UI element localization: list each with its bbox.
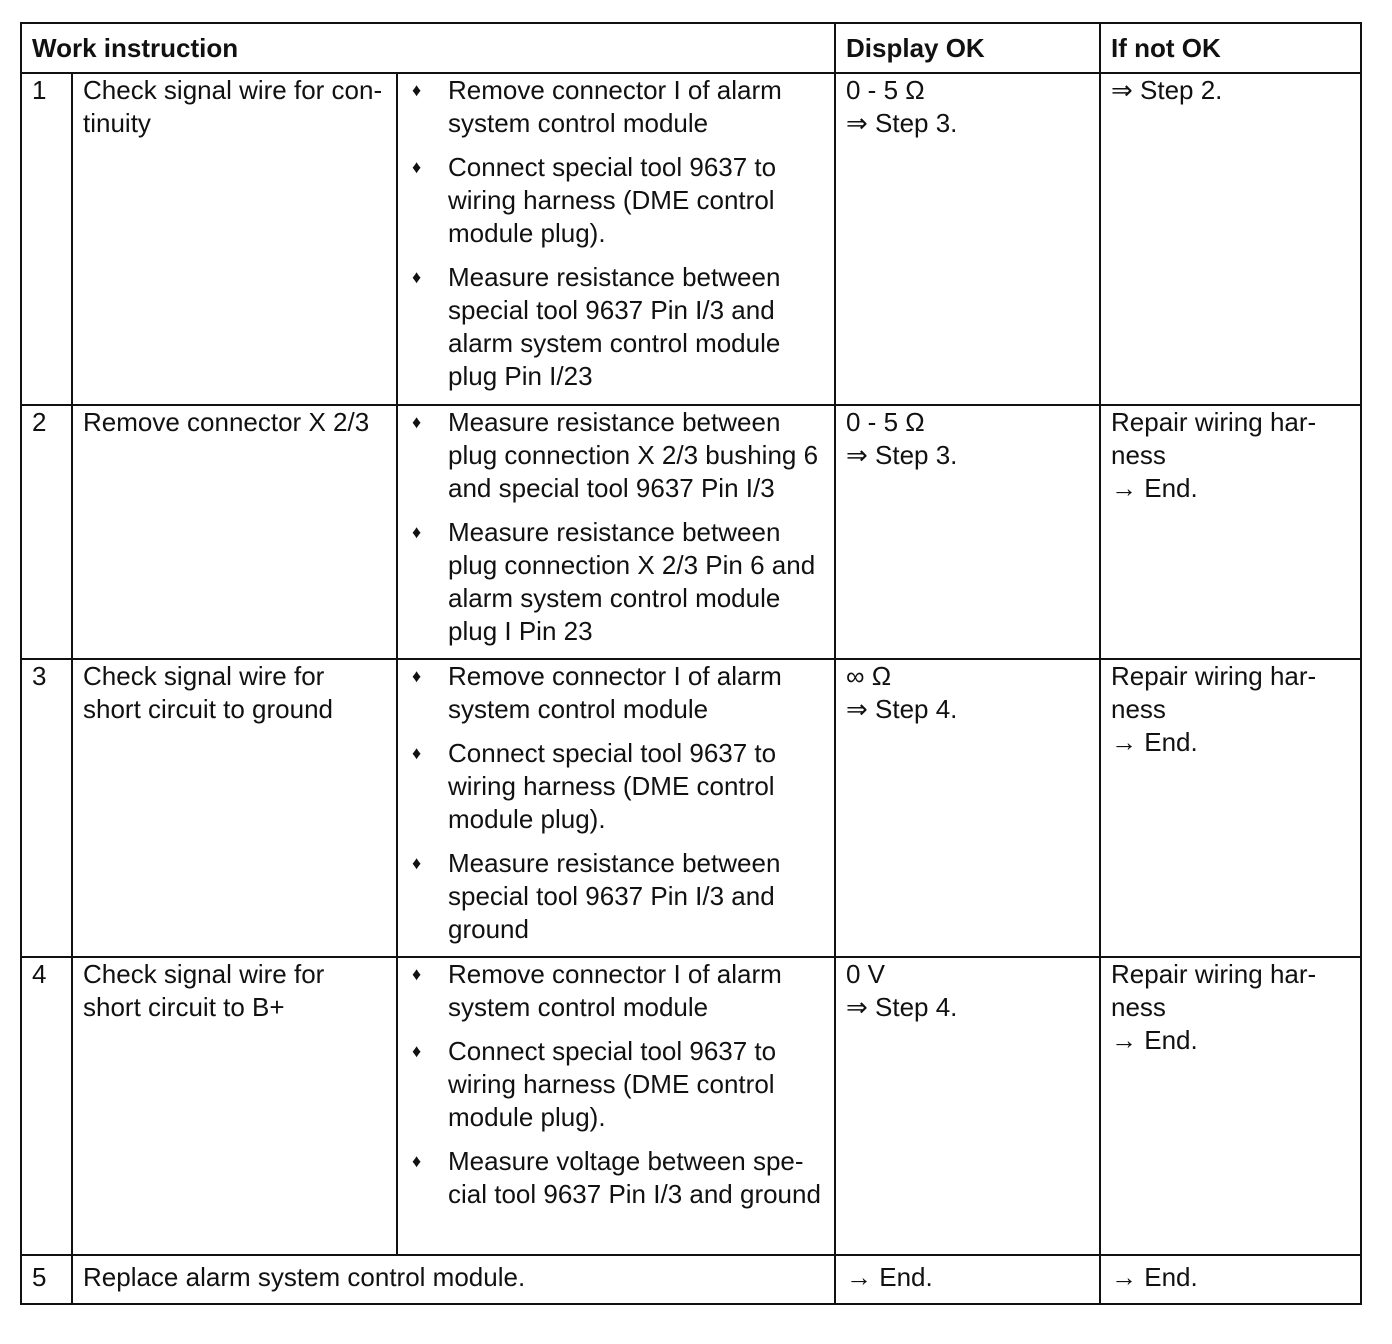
step-task-text: Check signal wire for short circuit to ground <box>83 661 334 724</box>
step-actions <box>397 405 835 659</box>
action-item <box>408 1035 824 1134</box>
step-task-text: Check signal wire for con-tinuity <box>83 75 383 138</box>
header-if-not-ok: If not OK <box>1100 23 1361 73</box>
table-row <box>21 1255 1361 1304</box>
action-text: Measure resistance between special tool 9637 Pin I/3 and alarm system control module plug Pin I/23 <box>448 262 781 391</box>
action-item <box>408 1145 824 1211</box>
diamond-bullet-icon: ♦ <box>412 157 422 177</box>
action-text: Remove connector I of alarm system control module <box>448 959 782 1022</box>
action-text: Connect special tool 9637 to wiring harness (DME control module plug). <box>448 152 777 248</box>
work-instruction-table <box>20 22 1362 1305</box>
table-row <box>21 957 1361 1255</box>
step-number: 1 <box>21 73 72 405</box>
diamond-bullet-icon: ♦ <box>412 80 422 100</box>
diamond-bullet-icon: ♦ <box>412 743 422 763</box>
step-number: 2 <box>21 405 72 659</box>
if-not-ok-next: → End. <box>1111 473 1198 503</box>
action-text: Measure resistance between plug connection X 2/3 Pin 6 and alarm system control module plug I Pin 23 <box>448 517 816 646</box>
display-ok-cell <box>835 957 1100 1255</box>
display-ok-next: ⇒ Step 4. <box>846 992 958 1022</box>
display-ok-next: ⇒ Step 4. <box>846 694 958 724</box>
step-task-text: Remove connector X 2/3 <box>83 407 370 437</box>
action-item <box>408 737 824 836</box>
step-actions <box>397 957 835 1255</box>
step-actions <box>397 73 835 405</box>
diamond-bullet-icon: ♦ <box>412 853 422 873</box>
table-row <box>21 405 1361 659</box>
header-work-instruction: Work instruction <box>21 23 835 73</box>
step-number: 5 <box>21 1255 72 1304</box>
step-task <box>72 659 397 957</box>
if-not-ok-text: Repair wiring har-ness <box>1111 661 1317 724</box>
diamond-bullet-icon: ♦ <box>412 1151 422 1171</box>
action-text: Measure resistance between plug connection X 2/3 bushing 6 and special tool 9637 Pin I/3 <box>448 407 819 503</box>
diamond-bullet-icon: ♦ <box>412 522 422 542</box>
header-row <box>21 23 1361 73</box>
if-not-ok-text: → End. <box>1111 1262 1198 1292</box>
diamond-bullet-icon: ♦ <box>412 1041 422 1061</box>
header-display-ok: Display OK <box>835 23 1100 73</box>
display-ok-cell <box>835 405 1100 659</box>
if-not-ok-cell <box>1100 659 1361 957</box>
action-item <box>408 660 824 726</box>
step-task-text: Check signal wire for short circuit to B+ <box>83 959 325 1022</box>
table-row <box>21 73 1361 405</box>
display-ok-value: 0 - 5 Ω <box>846 407 925 437</box>
display-ok-cell <box>835 659 1100 957</box>
action-item <box>408 261 824 393</box>
step-task <box>72 405 397 659</box>
if-not-ok-text: Repair wiring har-ness <box>1111 407 1317 470</box>
if-not-ok-next: → End. <box>1111 727 1198 757</box>
step-number: 3 <box>21 659 72 957</box>
display-ok-value: 0 - 5 Ω <box>846 75 925 105</box>
diamond-bullet-icon: ♦ <box>412 666 422 686</box>
if-not-ok-cell <box>1100 1255 1361 1304</box>
if-not-ok-next: → End. <box>1111 1025 1198 1055</box>
action-text: Connect special tool 9637 to wiring harness (DME control module plug). <box>448 738 777 834</box>
action-text: Remove connector I of alarm system control module <box>448 661 782 724</box>
action-item <box>408 958 824 1024</box>
display-ok-cell <box>835 1255 1100 1304</box>
if-not-ok-cell <box>1100 73 1361 405</box>
action-item <box>408 847 824 946</box>
step-actions <box>397 659 835 957</box>
display-ok-next: ⇒ Step 3. <box>846 108 958 138</box>
if-not-ok-cell <box>1100 957 1361 1255</box>
step-task-text: Replace alarm system control module. <box>83 1262 526 1292</box>
display-ok-next: ⇒ Step 3. <box>846 440 958 470</box>
action-item <box>408 406 824 505</box>
step-task <box>72 1255 835 1304</box>
step-task <box>72 73 397 405</box>
action-item <box>408 74 824 140</box>
diamond-bullet-icon: ♦ <box>412 964 422 984</box>
action-item <box>408 516 824 648</box>
table-row <box>21 659 1361 957</box>
display-ok-value: → End. <box>846 1262 933 1292</box>
display-ok-cell <box>835 73 1100 405</box>
diamond-bullet-icon: ♦ <box>412 267 422 287</box>
action-text: Remove connector I of alarm system control module <box>448 75 782 138</box>
display-ok-value: 0 V <box>846 959 886 989</box>
action-item <box>408 151 824 250</box>
step-number: 4 <box>21 957 72 1255</box>
display-ok-value: ∞ Ω <box>846 661 892 691</box>
if-not-ok-text: Repair wiring har-ness <box>1111 959 1317 1022</box>
if-not-ok-text: ⇒ Step 2. <box>1111 75 1223 105</box>
action-text: Connect special tool 9637 to wiring harness (DME control module plug). <box>448 1036 777 1132</box>
if-not-ok-cell <box>1100 405 1361 659</box>
step-task <box>72 957 397 1255</box>
diamond-bullet-icon: ♦ <box>412 412 422 432</box>
action-text: Measure resistance between special tool 9637 Pin I/3 and ground <box>448 848 781 944</box>
action-text: Measure voltage between spe-cial tool 9637 Pin I/3 and ground <box>448 1146 821 1209</box>
